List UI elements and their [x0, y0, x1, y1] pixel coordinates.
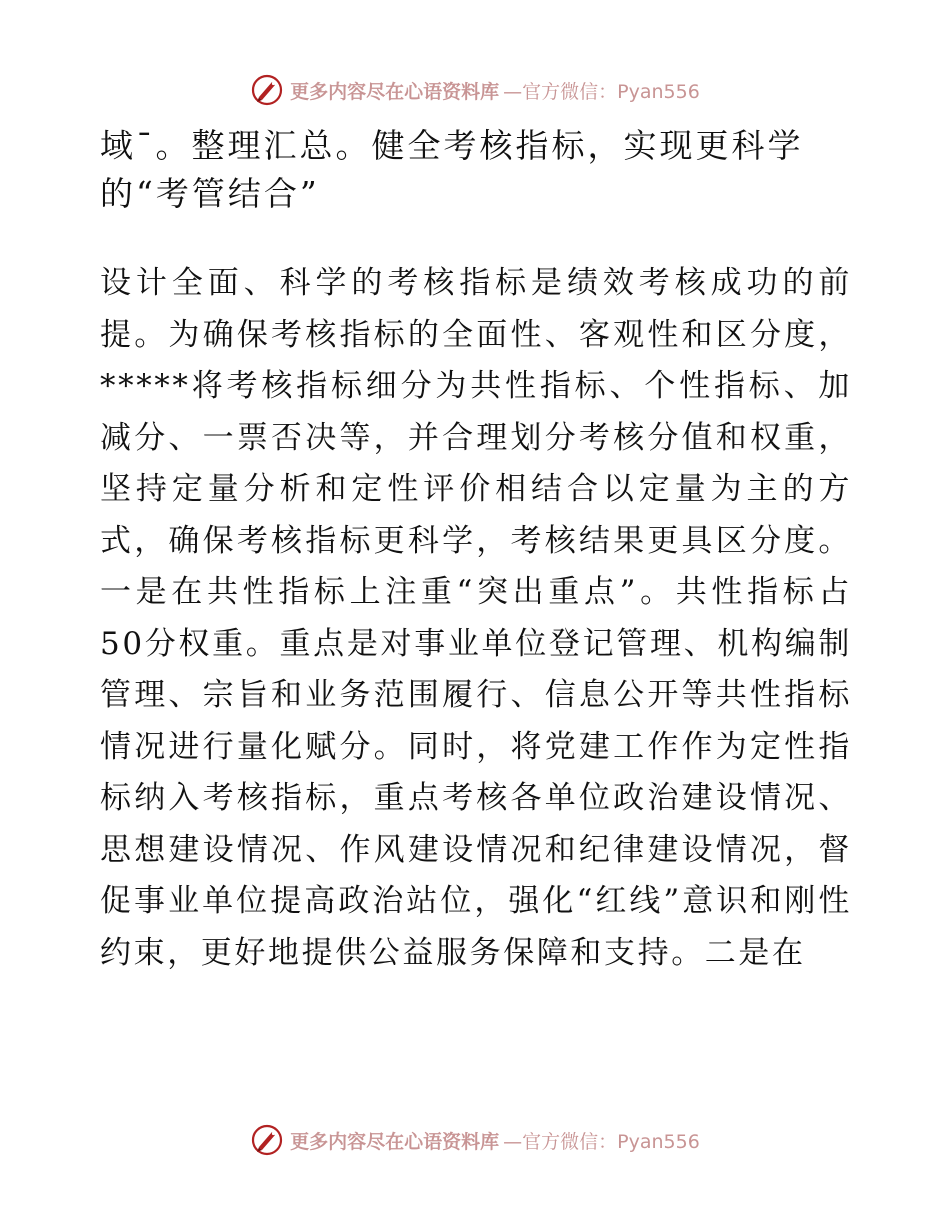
banner-title: 更多内容尽在心语资料库	[290, 1130, 500, 1153]
banner-title: 更多内容尽在心语资料库	[290, 80, 500, 103]
section-heading	[100, 122, 860, 218]
header-banner	[0, 70, 950, 110]
banner-wechat: —官方微信：Pyan556	[503, 1130, 700, 1153]
footer-banner	[0, 1120, 950, 1160]
banner-wechat: —官方微信：Pyan556	[503, 80, 700, 103]
pen-logo-icon	[250, 73, 284, 107]
heading-line-2: 的“考管结合”	[100, 174, 320, 213]
pen-logo-icon	[250, 1123, 284, 1157]
heading-line-1: 域¯。整理汇总。健全考核指标，实现更科学	[100, 126, 804, 165]
body-paragraph: 设计全面、科学的考核指标是绩效考核成功的前提。为确保考核指标的全面性、客观性和区分度，*****将考核指标细分为共性指标、个性指标、加减分、一票否决等，并合理划分考核分值和权重，坚持定量分析和定性评价相结合以定量为主的方式，确保考核指标更科学，考核结果更具区分度。一是在共性指标上注重“突出重点”。共性指标占50分权重。重点是对事业单位登记管理、机构编制管理、宗旨和业务范围履行、信息公开等共性指标情况进行量化赋分。同时，将党建工作作为定性指标纳入考核指标，重点考核各单位政治建设情况、思想建设情况、作风建设情况和纪律建设情况，督促事业单位提高政治站位，强化“红线”意识和刚性约束，更好地提供公益服务保障和支持。二是在	[100, 265, 852, 971]
